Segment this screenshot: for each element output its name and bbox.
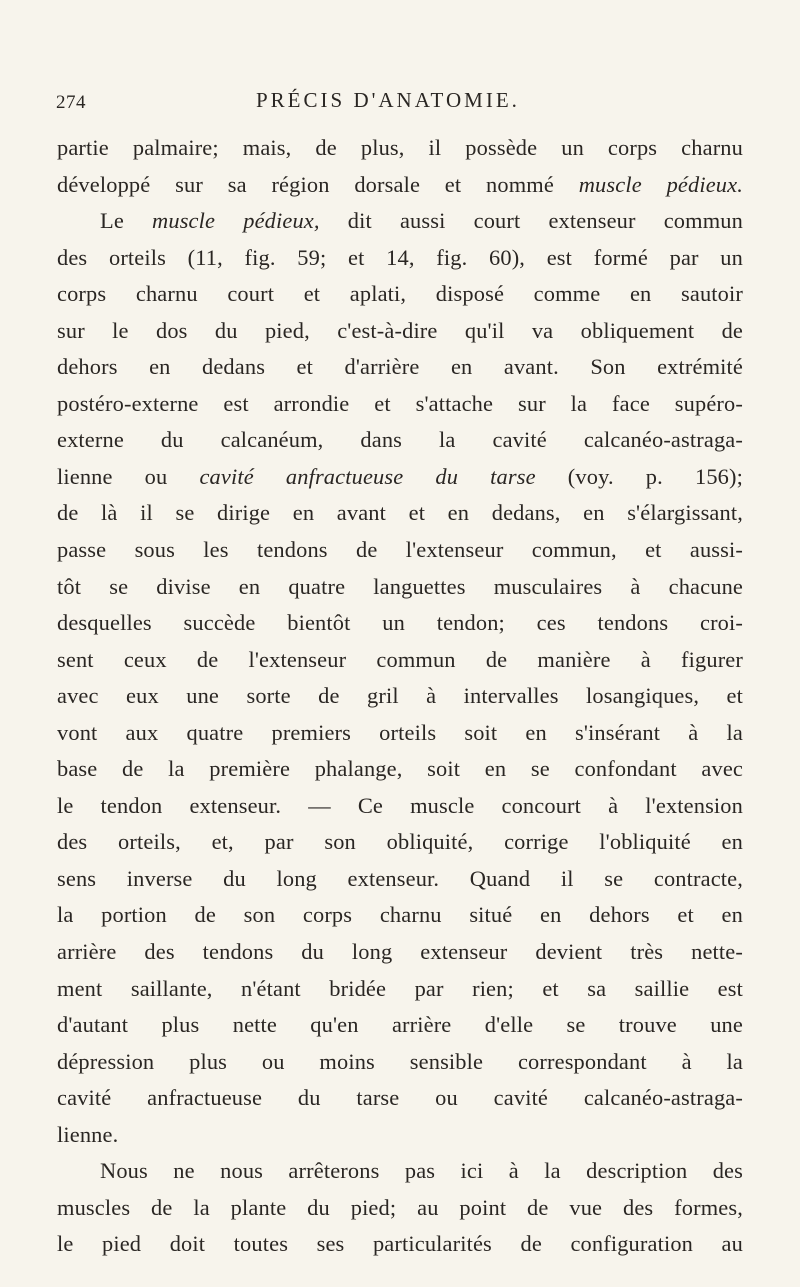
text-segment: corps charnu court et aplati, disposé comme en sautoir: [57, 281, 743, 307]
text-segment: postéro-externe est arrondie et s'attache sur la face supéro-: [57, 390, 743, 416]
text-line: [57, 532, 743, 569]
text-segment: arrière des tendons du long extenseur devient très nette-: [57, 939, 743, 965]
text-line: [57, 240, 743, 277]
text-line: [57, 386, 743, 423]
text-segment: externe du calcanéum, dans la cavité calcanéo-astraga-: [57, 427, 743, 453]
text-segment: sens inverse du long extenseur. Quand il se contracte,: [57, 865, 743, 891]
text-segment: lienne ou: [57, 463, 200, 489]
text-segment: le pied doit toutes ses particularités de configuration au: [57, 1231, 743, 1257]
text-line: [57, 1226, 743, 1263]
text-segment: des orteils, et, par son obliquité, corrige l'obliquité en: [57, 829, 743, 855]
running-head: [56, 88, 756, 114]
text-line: [57, 824, 743, 861]
text-segment: de là il se dirige en avant et en dedans, en s'élargissant,: [57, 500, 743, 526]
text-line: [57, 971, 743, 1008]
text-segment: le tendon extenseur. — Ce muscle concourt à l'extension: [57, 792, 743, 818]
text-segment: partie palmaire; mais, de plus, il possède un corps charnu: [57, 135, 743, 160]
text-segment: vont aux quatre premiers orteils soit en s'insérant à la: [57, 719, 743, 745]
text-segment: d'autant plus nette qu'en arrière d'elle se trouve une: [57, 1012, 743, 1038]
text-line: [57, 1190, 743, 1227]
text-line: [57, 715, 743, 752]
text-line: [57, 422, 743, 459]
italic-term: muscle pédieux,: [152, 208, 320, 234]
text-line: [57, 276, 743, 313]
text-segment: dehors en dedans et d'arrière en avant. Son extrémité: [57, 354, 743, 380]
page-number: 274: [56, 92, 86, 113]
text-line: [57, 349, 743, 386]
text-line: [57, 897, 743, 934]
text-line: [57, 1117, 743, 1154]
text-segment: desquelles succède bientôt un tendon; ces tendons croi-: [57, 610, 743, 636]
text-segment: sur le dos du pied, c'est-à-dire qu'il va obliquement de: [57, 317, 743, 343]
text-line: [57, 130, 743, 167]
text-segment: cavité anfractueuse du tarse ou cavité calcanéo-astraga-: [57, 1085, 743, 1111]
text-line: [57, 934, 743, 971]
text-segment: ment saillante, n'étant bridée par rien; et sa saillie est: [57, 975, 743, 1001]
running-title: PRÉCIS D'ANATOMIE.: [256, 88, 520, 112]
text-line: [57, 788, 743, 825]
text-segment: des orteils (11, fig. 59; et 14, fig. 60), est formé par un: [57, 244, 743, 270]
italic-term: cavité anfractueuse du tarse: [199, 463, 536, 489]
text-line: [57, 459, 743, 496]
text-line: [57, 605, 743, 642]
text-line: [57, 678, 743, 715]
text-line: [57, 642, 743, 679]
text-segment: muscles de la plante du pied; au point de vue des formes,: [57, 1194, 743, 1220]
text-segment: sent ceux de l'extenseur commun de manière à figurer: [57, 646, 743, 672]
text-segment: dépression plus ou moins sensible correspondant à la: [57, 1048, 743, 1074]
text-segment: dit aussi court extenseur commun: [319, 208, 743, 234]
text-line: [57, 1153, 743, 1190]
text-segment: lienne.: [57, 1121, 119, 1147]
text-line: [57, 167, 743, 204]
text-line: [57, 313, 743, 350]
text-line: [57, 1007, 743, 1044]
text-segment: tôt se divise en quatre languettes musculaires à chacune: [57, 573, 743, 599]
text-segment: (voy. p. 156);: [535, 463, 743, 489]
italic-term: muscle pédieux.: [578, 171, 743, 197]
text-segment: base de la première phalange, soit en se confondant avec: [57, 756, 743, 782]
text-line: [57, 203, 743, 240]
text-segment: Le: [100, 208, 153, 234]
text-segment: développé sur sa région dorsale et nommé: [57, 171, 579, 197]
text-line: [57, 751, 743, 788]
text-line: [57, 569, 743, 606]
text-segment: Nous ne nous arrêterons pas ici à la description des: [100, 1158, 743, 1184]
text-segment: la portion de son corps charnu situé en dehors et en: [57, 902, 743, 928]
text-line: [57, 1044, 743, 1081]
body-text: [57, 130, 743, 1263]
text-segment: avec eux une sorte de gril à intervalles losangiques, et: [57, 683, 743, 709]
text-line: [57, 861, 743, 898]
text-line: [57, 1080, 743, 1117]
text-segment: passe sous les tendons de l'extenseur commun, et aussi-: [57, 537, 743, 563]
text-line: [57, 495, 743, 532]
